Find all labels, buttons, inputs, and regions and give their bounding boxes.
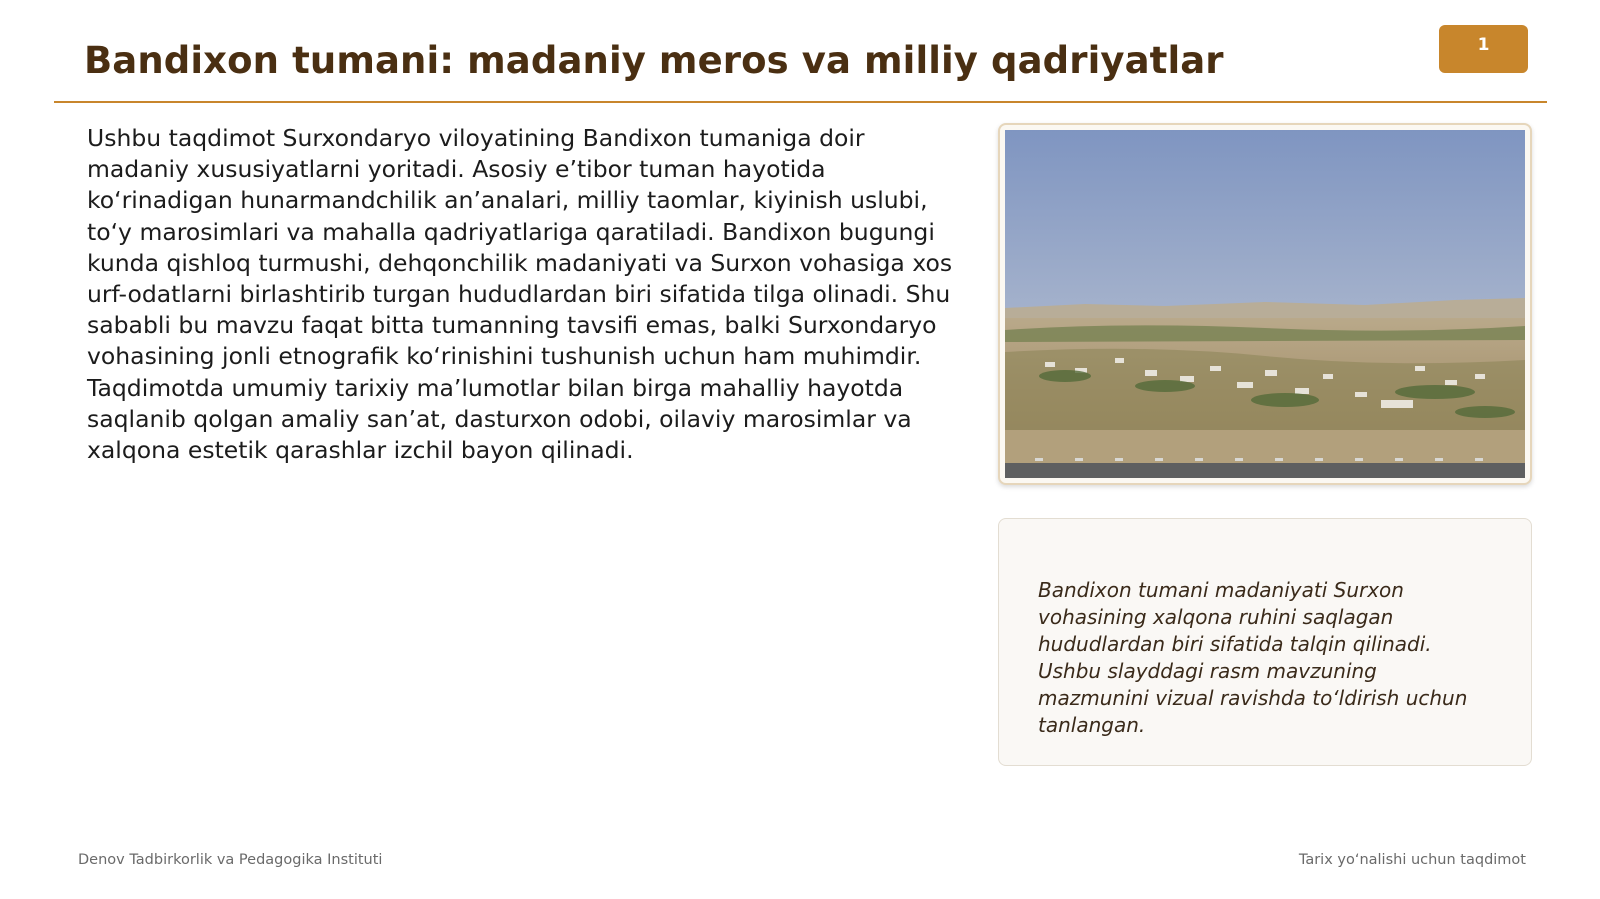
caption-box [998,518,1532,766]
body-text: Ushbu taqdimot Surxondaryo viloyatining Bandixon tumaniga doir madaniy xususiyatlarni yoritadi. Asosiy e’tibor tuman hayotida ko‘rinadigan hunarmandchilik an’analari, milliy taomlar, kiyinish uslubi, to‘y marosimlari va mahalla qadriyatlariga qaratiladi. Bandixon bugungi kunda qishloq turmushi, dehqonchilik madaniyati va Surxon vohasiga xos urf-odatlarni birlashtirib turgan hududlardan biri sifatida tilga olinadi. Shu sababli bu mavzu faqat bitta tumanning tavsifi emas, balki Surxondaryo vohasining jonli etnografik ko‘rinishini tushunish uchun ham muhimdir. Taqdimotda umumiy tarixiy ma’lumotlar bilan birga mahalliy hayotda saqlanib qolgan amaliy san’at, dasturxon odobi, oilaviy marosimlar va xalqona estetik qarashlar izchil bayon qilinadi. [87,124,953,465]
page-number-badge: 1 [1439,25,1528,73]
caption-text: Bandixon tumani madaniyati Surxon vohasining xalqona ruhini saqlagan hududlardan biri sifatida talqin qilinadi. Ushbu slayddagi rasm mavzuning mazmunini vizual ravishda to‘ldirish uchun tanlangan. [1038,578,1468,737]
landscape-photo-frame [998,123,1532,485]
footer-subtitle: Tarix yo‘nalishi uchun taqdimot [1298,852,1526,868]
slide-title: Bandixon tumani: madaniy meros va milliy qadriyatlar [84,39,1224,82]
footer-institute: Denov Tadbirkorlik va Pedagogika Instituti [78,852,383,868]
landscape-photo [1005,130,1525,478]
title-divider [54,101,1547,103]
